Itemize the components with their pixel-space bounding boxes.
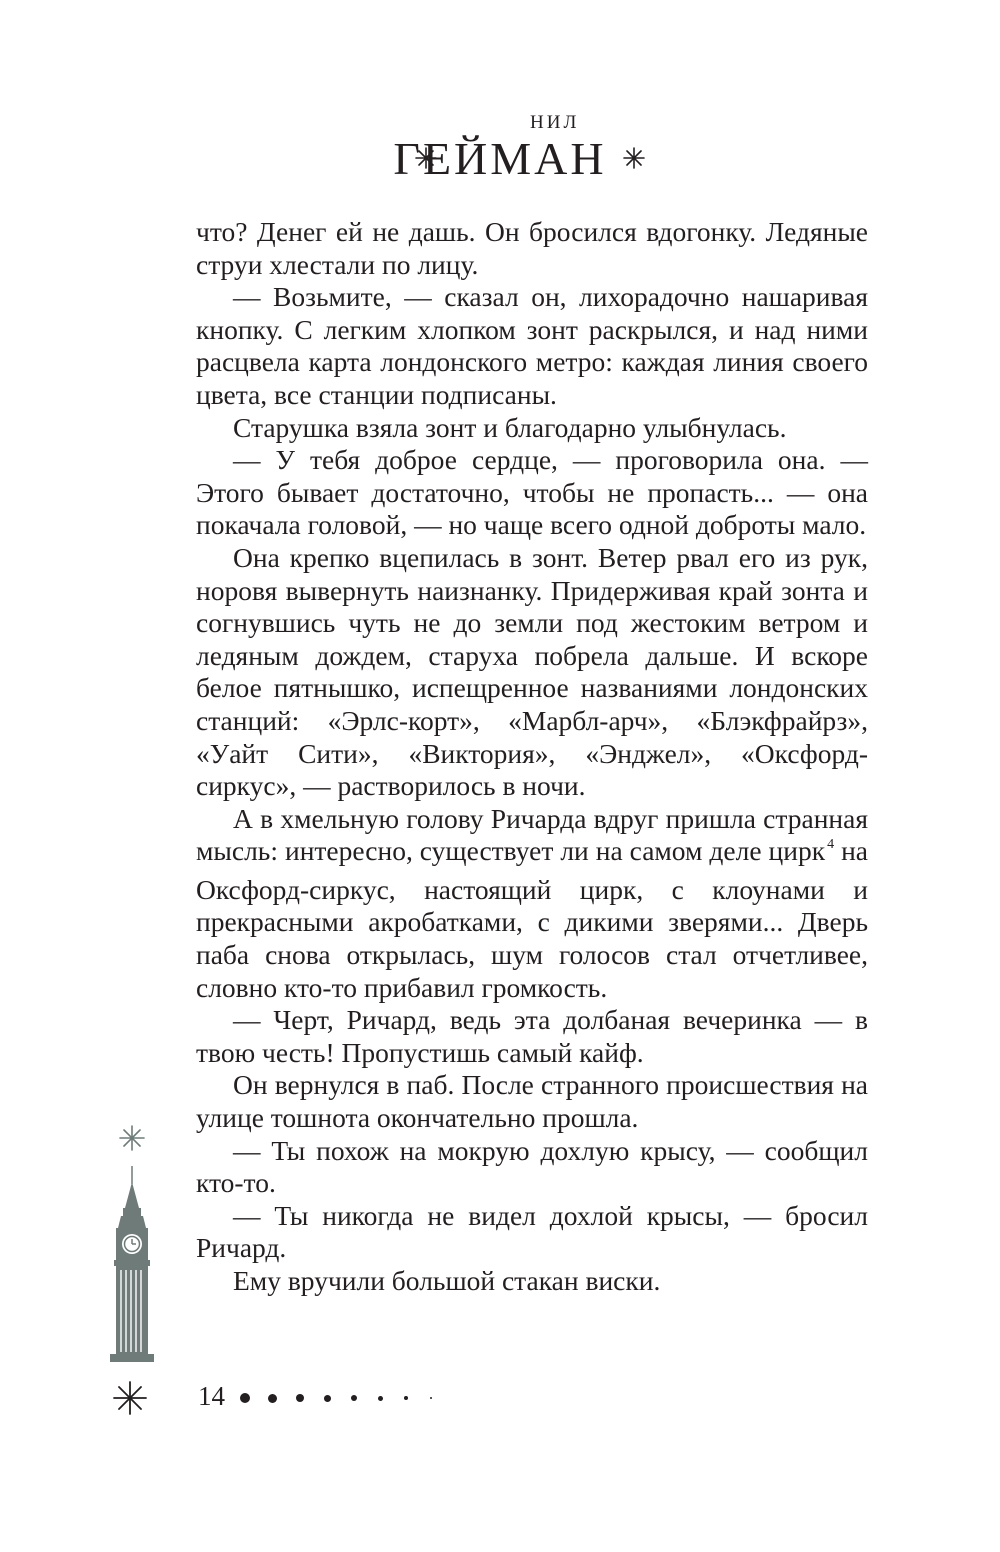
paragraph: Старушка взяла зонт и благодарно улыбнулась. [233,411,787,443]
body-text [196,216,868,1298]
paragraph: — У тебя доброе сердце, — проговорила она. — Этого бывает достаточно, чтобы не пропасть... — она покачала головой, — но чаще всего одной доброты мало. [196,444,868,541]
decorative-dot [240,1393,250,1403]
decorative-dot [268,1394,277,1403]
star-icon [622,146,646,170]
paragraph: Ему вручили большой стакан виски. [233,1265,661,1296]
paragraph: Он вернулся в паб. После странного происшествия на улице тошнота окончательно прошла. [196,1069,868,1134]
paragraph: — Ты похож на мокрую дохлую крысу, — сообщил кто-то. [196,1134,868,1199]
paragraph: Она крепко вцепилась в зонт. Ветер рвал его из рук, норовя вывернуть наизнанку. Придерживая край зонта и согнувшись чуть не до земли под жестоким ветром и ледяным дождем, старуха побрела дальше. И вскоре белое пятнышко, испещренное названиями лондонских станций: «Эрлс-корт», «Марбл-арч», «Блэкфрайрз», «Уайт Сити», «Виктория», «Энджел», «Оксфорд-сиркус», — растворилось в ночи. [196,541,868,802]
paragraph-text: А в хмельную голову Ричарда вдруг пришла странная мысль: интересно, существует ли на самом деле цирк [196,802,868,867]
big-ben-tower-icon [108,1124,156,1364]
decorative-dot [404,1396,408,1400]
paragraph: — Ты никогда не видел дохлой крысы, — бросил Ричард. [196,1199,868,1264]
decorative-dot [351,1395,357,1401]
paragraph-with-footnote [196,803,868,1005]
decorative-dot [378,1396,383,1401]
decorative-dot [430,1397,432,1399]
decorative-dot [324,1395,331,1402]
paragraph: — Черт, Ричард, ведь эта долбаная вечеринка — в твою честь! Пропустишь самый кайф. [196,1004,868,1068]
decorative-dot [296,1394,304,1402]
author-last-name: ГЕЙМАН [393,133,607,184]
star-icon [112,1380,148,1416]
author-first-name: НИЛ [530,112,580,133]
paragraph: — Возьмите, — сказал он, лихорадочно нашаривая кнопку. С легким хлопком зонт раскрылся, и над ними расцвела карта лондонского метро: каждая линия своего цвета, все станции подписаны. [196,281,868,410]
page-number: 14 [198,1381,225,1411]
page-number-dots [240,1393,440,1405]
running-header [0,112,1000,192]
paragraph-text: на Оксфорд-сиркус, настоящий цирк, с клоунами и прекрасными акробатками, с дикими зверями... Дверь паба снова открылась, шум голосов стал отчетливее, словно кто-то прибавил громкость. [196,835,868,1003]
footnote-marker[interactable]: 4 [827,837,835,853]
paragraph: что? Денег ей не дашь. Он бросился вдогонку. Ледяные струи хлестали по лицу. [196,216,868,280]
